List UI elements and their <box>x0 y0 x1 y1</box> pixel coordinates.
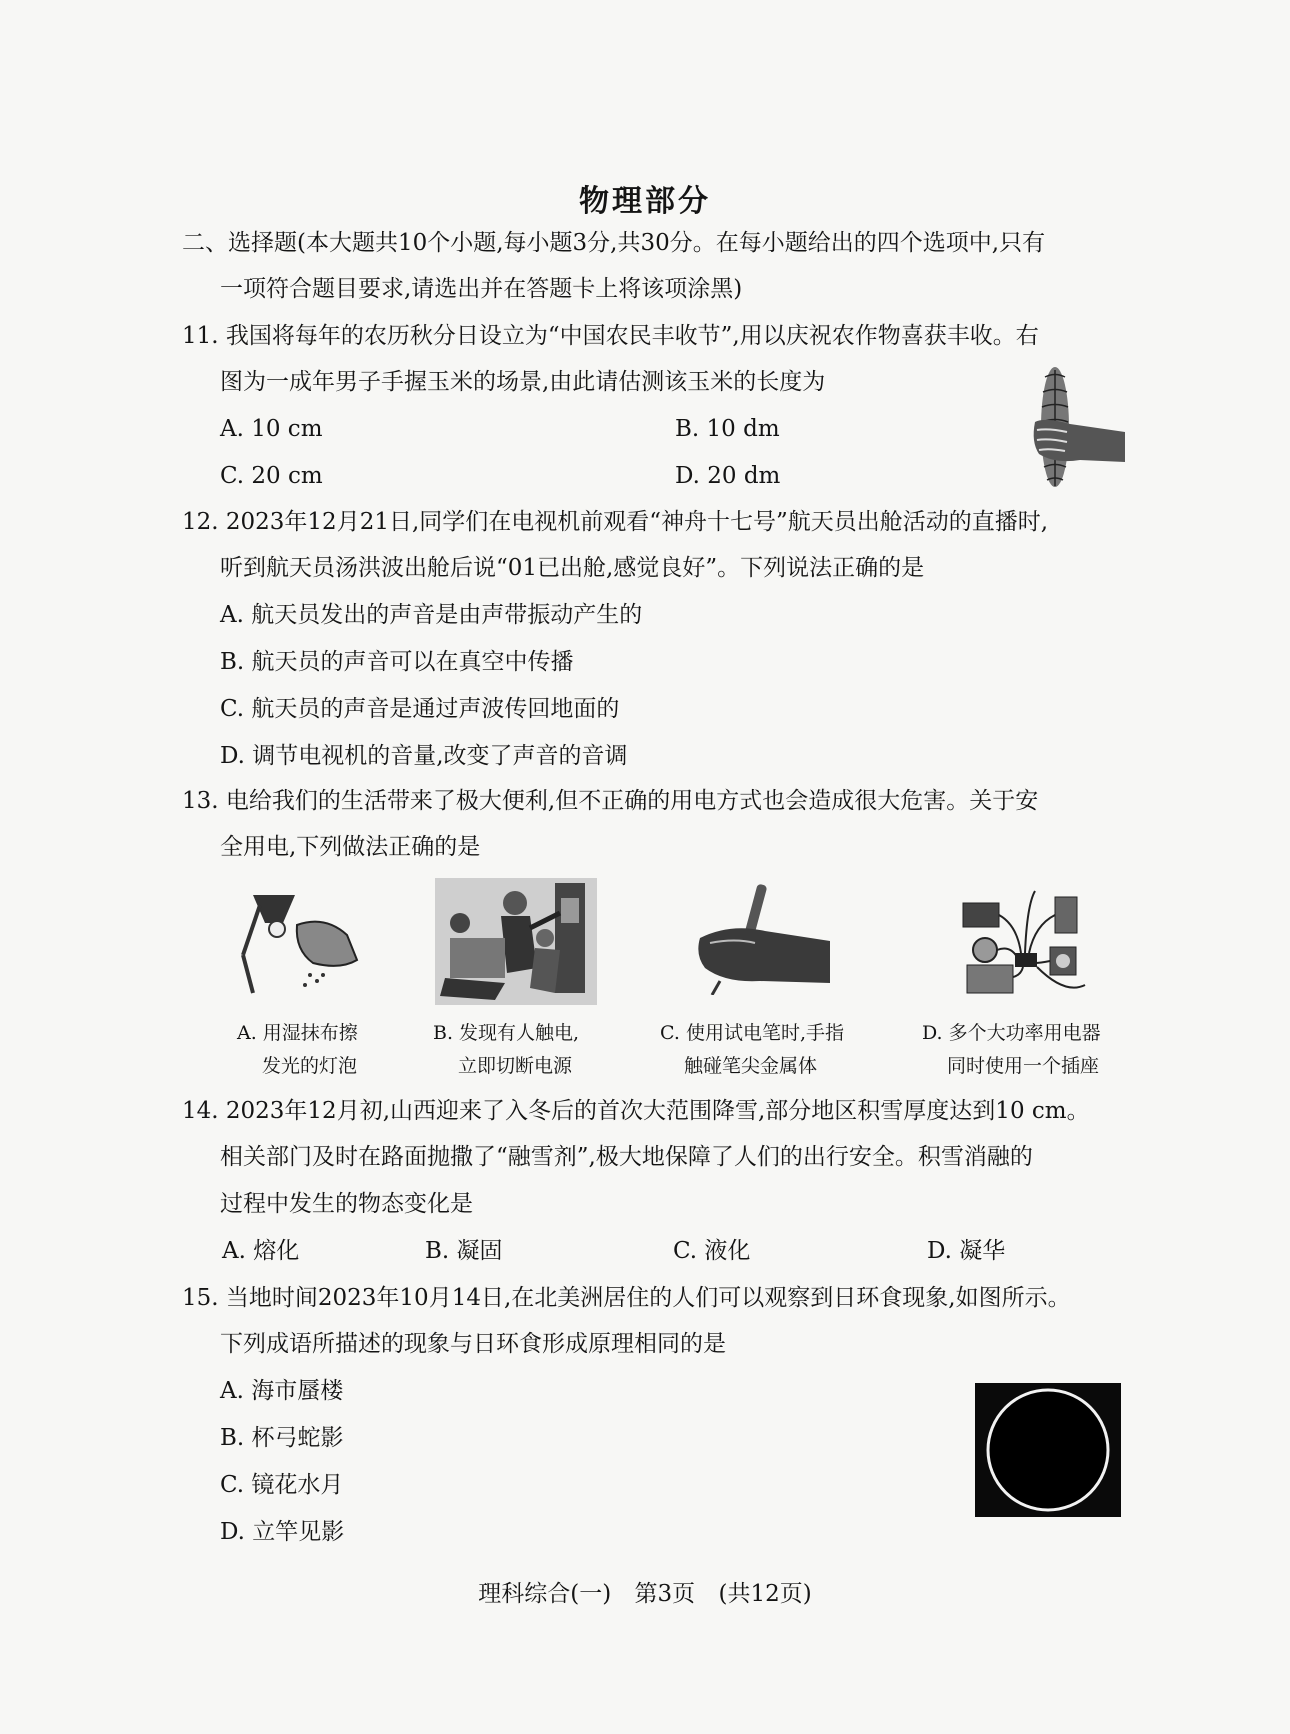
q13-line-2: 全用电,下列做法正确的是 <box>220 834 481 860</box>
q13-caption-b-line-2: 立即切断电源 <box>458 1055 573 1077</box>
q11-option-a: A. 10 cm <box>220 416 323 442</box>
q13-caption-b-line-1: B. 发现有人触电, <box>433 1022 580 1044</box>
appliances-illustration <box>955 885 1095 997</box>
q15-option-d: D. 立竿见影 <box>220 1519 345 1545</box>
q15-line-2: 下列成语所描述的现象与日环食形成原理相同的是 <box>220 1331 726 1357</box>
q13-caption-c-line-2: 触碰笔尖金属体 <box>684 1055 818 1077</box>
q11-option-b: B. 10 dm <box>675 416 780 442</box>
q12-option-c: C. 航天员的声音是通过声波传回地面的 <box>220 696 620 722</box>
intro-line-1: 二、选择题(本大题共10个小题,每小题3分,共30分。在每小题给出的四个选项中,只有 <box>182 230 1046 256</box>
q11-line-2: 图为一成年男子手握玉米的场景,由此请估测该玉米的长度为 <box>220 369 826 395</box>
footer-subject: 理科综合(一) <box>478 1581 612 1607</box>
section-title: 物理部分 <box>579 184 711 219</box>
q13-caption-c-line-1: C. 使用试电笔时,手指 <box>660 1022 844 1044</box>
footer-page-number: 第3页 <box>634 1581 696 1607</box>
q12-line-1: 12. 2023年12月21日,同学们在电视机前观看“神舟十七号”航天员出舱活动的直播时, <box>182 509 1049 535</box>
q14-option-a: A. 熔化 <box>222 1238 300 1264</box>
q12-option-b: B. 航天员的声音可以在真空中传播 <box>220 649 574 675</box>
q12-line-2: 听到航天员汤洪波出舱后说“01已出舱,感觉良好”。下列说法正确的是 <box>220 555 925 581</box>
q13-caption-d-line-1: D. 多个大功率用电器 <box>922 1022 1101 1044</box>
q12-option-d: D. 调节电视机的音量,改变了声音的音调 <box>220 743 628 769</box>
q14-option-c: C. 液化 <box>673 1238 751 1264</box>
intro-line-2: 一项符合题目要求,请选出并在答题卡上将该项涂黑) <box>220 276 743 302</box>
q14-line-1: 14. 2023年12月初,山西迎来了入冬后的首次大范围降雪,部分地区积雪厚度达到10 cm。 <box>182 1098 1090 1124</box>
q15-option-a: A. 海市蜃楼 <box>220 1378 344 1404</box>
q12-option-a: A. 航天员发出的声音是由声带振动产生的 <box>220 602 643 628</box>
desk-lamp-illustration <box>235 885 375 995</box>
q14-option-d: D. 凝华 <box>927 1238 1006 1264</box>
q13-caption-a-line-1: A. 用湿抹布擦 <box>237 1022 358 1044</box>
q13-line-1: 13. 电给我们的生活带来了极大便利,但不正确的用电方式也会造成很大危害。关于安 <box>182 788 1039 814</box>
rescue-scene-illustration <box>435 878 597 1005</box>
page-footer <box>0 1575 1290 1608</box>
q15-option-c: C. 镜花水月 <box>220 1472 344 1498</box>
q14-option-b: B. 凝固 <box>425 1238 503 1264</box>
q13-caption-d-line-2: 同时使用一个插座 <box>947 1055 1100 1077</box>
q15-option-b: B. 杯弓蛇影 <box>220 1425 344 1451</box>
corn-hand-illustration <box>1025 362 1130 492</box>
q11-option-c: C. 20 cm <box>220 463 323 489</box>
q13-caption-a-line-2: 发光的灯泡 <box>262 1055 358 1077</box>
q11-option-d: D. 20 dm <box>675 463 781 489</box>
test-pen-illustration <box>690 883 835 995</box>
annular-eclipse-illustration <box>975 1383 1121 1517</box>
footer-total-pages: (共12页) <box>718 1581 812 1607</box>
q15-line-1: 15. 当地时间2023年10月14日,在北美洲居住的人们可以观察到日环食现象,如图所示。 <box>182 1285 1071 1311</box>
q14-line-3: 过程中发生的物态变化是 <box>220 1191 473 1217</box>
q11-line-1: 11. 我国将每年的农历秋分日设立为“中国农民丰收节”,用以庆祝农作物喜获丰收。右 <box>182 323 1039 349</box>
q14-line-2: 相关部门及时在路面抛撒了“融雪剂”,极大地保障了人们的出行安全。积雪消融的 <box>220 1144 1033 1170</box>
